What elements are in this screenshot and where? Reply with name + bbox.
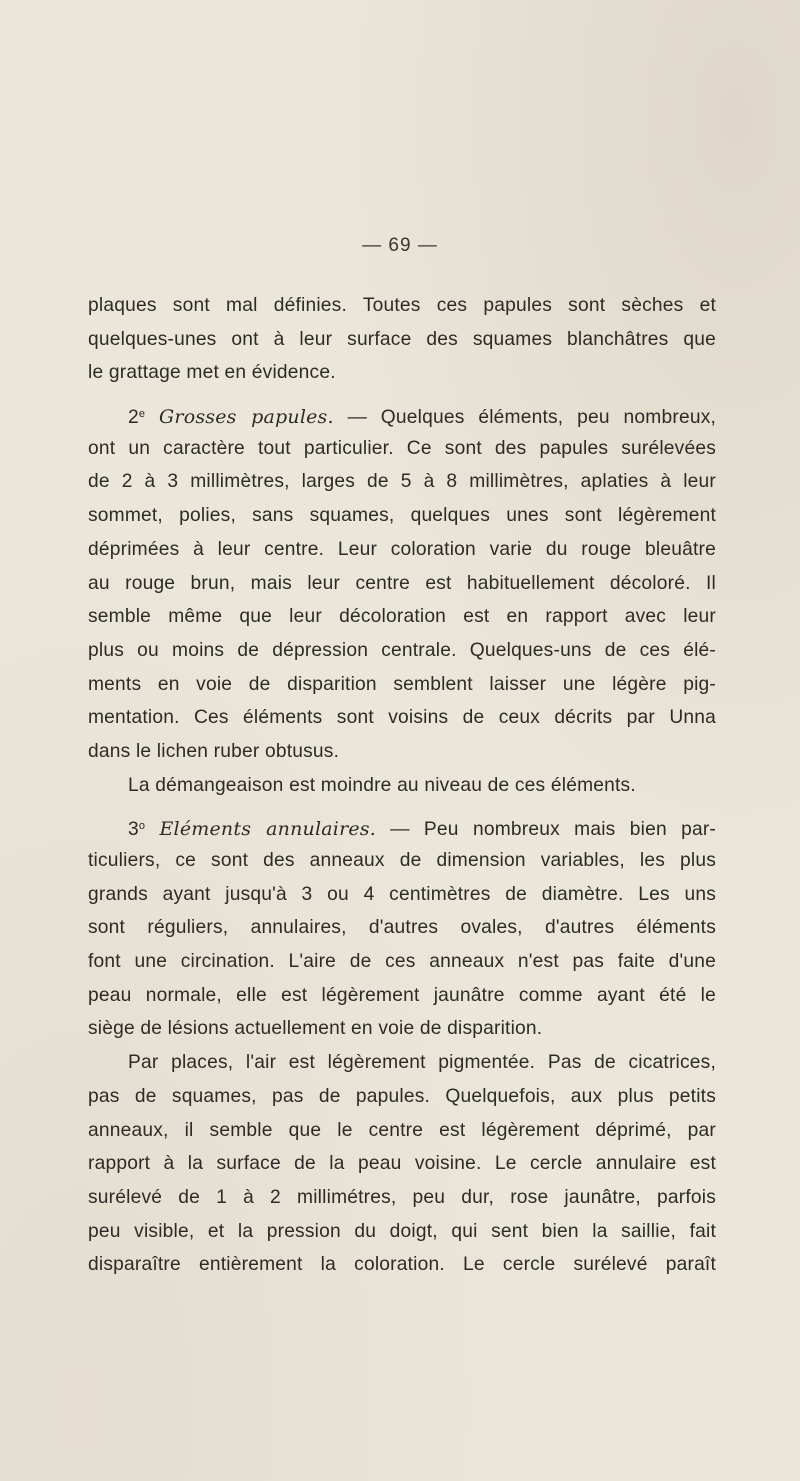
section-heading-line: [88, 810, 716, 844]
section-title: Grosses papules.: [159, 406, 334, 429]
text-line: mentation. Ces éléments sont voisins de ceux décrits par Unna: [88, 707, 716, 729]
text-line: surélevé de 1 à 2 millimétres, peu dur, rose jaunâtre, parfois: [88, 1186, 716, 1208]
text-line: quelques-unes ont à leur surface des squames blanchâtres que: [88, 328, 716, 350]
section-intro-text: — Peu nombreux mais bien par-: [390, 819, 717, 841]
text-line: plaques sont mal définies. Toutes ces papules sont sèches et: [88, 295, 716, 316]
text-line: déprimées à leur centre. Leur coloration varie du rouge bleuâtre: [88, 538, 716, 560]
text-line: peau normale, elle est légèrement jaunâtre comme ayant été le: [88, 984, 716, 1006]
text-line: disparaître entièrement la coloration. Le cercle surélevé paraît: [88, 1254, 716, 1276]
text-line: peu visible, et la pression du doigt, qui sent bien la saillie, fait: [88, 1220, 716, 1242]
page-number: — 69 —: [362, 235, 438, 256]
text-line: plus ou moins de dépression centrale. Quelques-uns de ces élé-: [88, 639, 716, 661]
text-line: ments en voie de disparition semblent laisser une légère pig-: [88, 673, 716, 695]
section-number: 3$^o$: [128, 819, 146, 841]
text-line: ticuliers, ce sont des anneaux de dimension variables, les plus: [88, 850, 716, 871]
text-line: au rouge brun, mais leur centre est habituellement décoloré. Il: [88, 572, 716, 594]
text-line: grands ayant jusqu'à 3 ou 4 centimètres de diamètre. Les uns: [88, 883, 716, 905]
text-line: ont un caractère tout particulier. Ce sont des papules surélevées: [88, 437, 716, 459]
text-line: sont réguliers, annulaires, d'autres ovales, d'autres éléments: [88, 917, 716, 939]
text-line: font une circination. L'aire de ces anneaux n'est pas faite d'une: [88, 951, 716, 973]
section-heading-line: [88, 398, 716, 432]
text-line: semble même que leur décoloration est en rapport avec leur: [88, 606, 716, 628]
text-line: rapport à la surface de la peau voisine. Le cercle annulaire est: [88, 1153, 716, 1175]
text-line: anneaux, il semble que le centre est légèrement déprimé, par: [88, 1119, 716, 1141]
body-text: [88, 289, 716, 1282]
text-line: siège de lésions actuellement en voie de disparition.: [88, 1018, 543, 1040]
section-intro-text: — Quelques éléments, peu nombreux,: [347, 407, 717, 429]
text-line: le grattage met en évidence.: [88, 362, 336, 384]
section-title: Eléments annulaires.: [159, 818, 376, 841]
text-line: sommet, polies, sans squames, quelques unes sont légèrement: [88, 505, 716, 527]
text-line: Par places, l'air est légèrement pigmentée. Pas de cicatrices,: [128, 1052, 716, 1074]
text-line: dans le lichen ruber obtusus.: [88, 740, 340, 762]
text-line: pas de squames, pas de papules. Quelquefois, aux plus petits: [88, 1085, 716, 1107]
section-number: 2e: [128, 407, 146, 429]
text-line: de 2 à 3 millimètres, larges de 5 à 8 millimètres, aplaties à leur: [88, 471, 716, 493]
text-line: La démangeaison est moindre au niveau de ces éléments.: [128, 774, 636, 796]
